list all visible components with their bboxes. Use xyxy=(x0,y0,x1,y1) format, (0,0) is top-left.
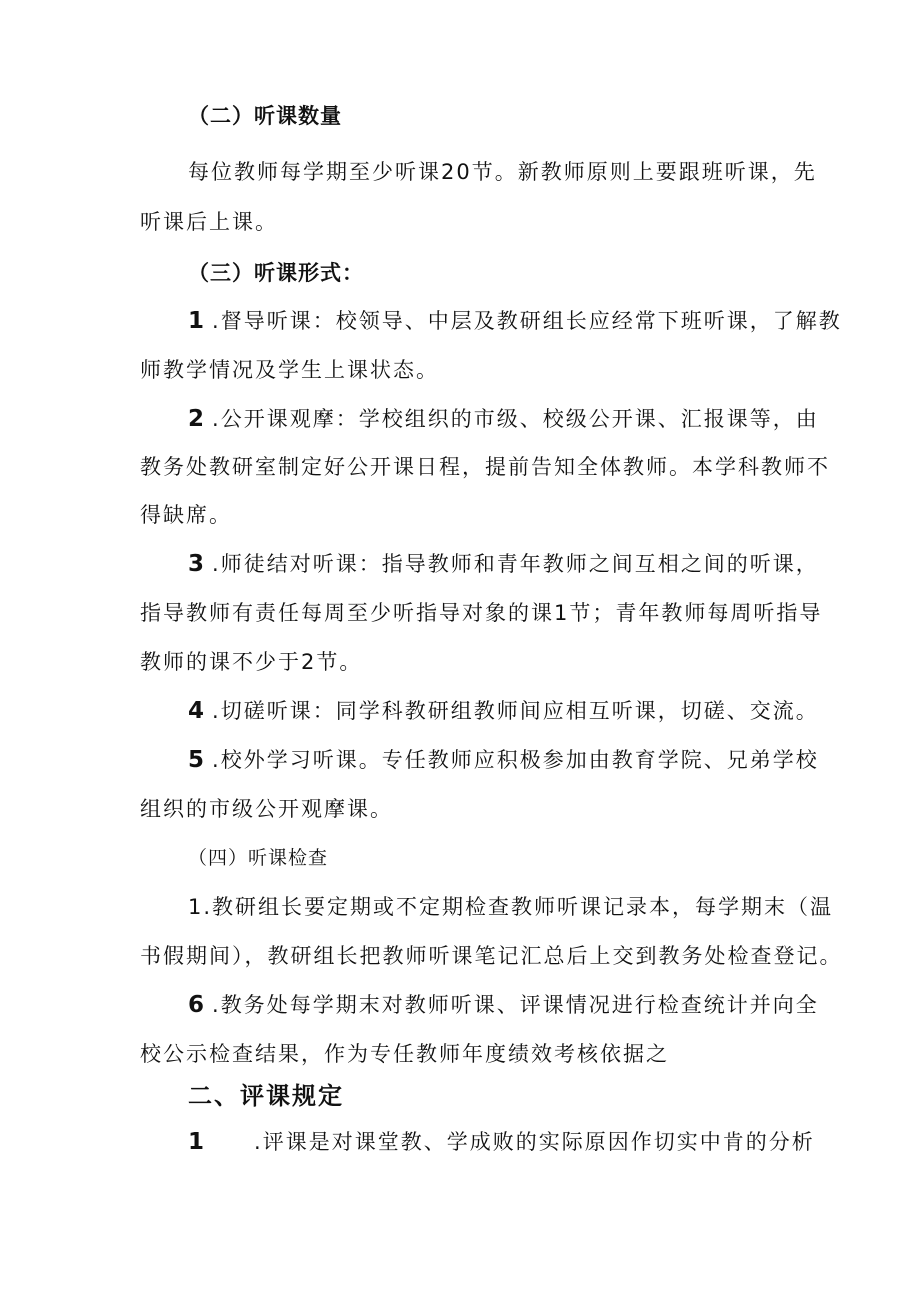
list-text: .校外学习听课。专任教师应积极参加由教育学院、兄弟学校 xyxy=(212,748,819,772)
list-text: .切磋听课：同学科教研组教师间应相互听课，切磋、交流。 xyxy=(212,699,819,723)
list-item-1 xyxy=(188,306,842,336)
list-text: .公开课观摩：学校组织的市级、校级公开课、汇报课等，由 xyxy=(212,407,819,431)
list-number: 2 xyxy=(188,406,207,432)
paragraph-line: 得缺席。 xyxy=(140,503,232,527)
list-text: .督导听课：校领导、中层及教研组长应经常下班听课，了解教 xyxy=(212,309,842,333)
list-number: 6 xyxy=(188,992,207,1018)
paragraph-line: 听课后上课。 xyxy=(140,210,278,234)
section-heading-listen-forms: （三）听课形式： xyxy=(188,261,364,285)
paragraph-line: 每位教师每学期至少听课20节。新教师原则上要跟班听课，先 xyxy=(188,160,817,184)
list-item-5 xyxy=(188,745,819,775)
paragraph-line: 教务处教研室制定好公开课日程，提前告知全体教师。本学科教师不 xyxy=(140,455,830,479)
section-heading-listen-count: （二）听课数量 xyxy=(188,104,342,128)
paragraph-line: 校公示检查结果，作为专任教师年度绩效考核依据之 xyxy=(140,1042,669,1066)
paragraph-line: 师教学情况及学生上课状态。 xyxy=(140,358,439,382)
section-heading-listen-check: （四）听课检查 xyxy=(188,847,329,869)
section-heading-evaluation-rules: 二、评课规定 xyxy=(188,1082,344,1110)
list-item-r1 xyxy=(188,1127,815,1157)
paragraph-line: 教师的课不少于2节。 xyxy=(140,650,363,674)
list-text: .教务处每学期末对教师听课、评课情况进行检查统计并向全 xyxy=(212,993,819,1017)
list-number: 5 xyxy=(188,747,207,773)
paragraph-line: 1.教研组长要定期或不定期检查教师听课记录本，每学期末（温 xyxy=(188,895,834,919)
list-text: .师徒结对听课：指导教师和青年教师之间互相之间的听课， xyxy=(212,552,819,576)
list-item-2 xyxy=(188,404,819,434)
list-number: 3 xyxy=(188,551,207,577)
paragraph-line: 书假期间），教研组长把教师听课笔记汇总后上交到教务处检查登记。 xyxy=(140,944,843,968)
list-item-4 xyxy=(188,696,819,726)
list-text: .评课是对课堂教、学成败的实际原因作切实中肯的分析 xyxy=(254,1130,815,1154)
list-item-3 xyxy=(188,549,819,579)
list-number: 1 xyxy=(188,308,207,334)
paragraph-line: 组织的市级公开观摩课。 xyxy=(140,797,393,821)
paragraph-line: 指导教师有责任每周至少听指导对象的课1节；青年教师每周听指导 xyxy=(140,601,823,625)
list-number: 4 xyxy=(188,698,207,724)
list-number: 1 xyxy=(188,1129,207,1155)
list-item-6 xyxy=(188,990,819,1020)
